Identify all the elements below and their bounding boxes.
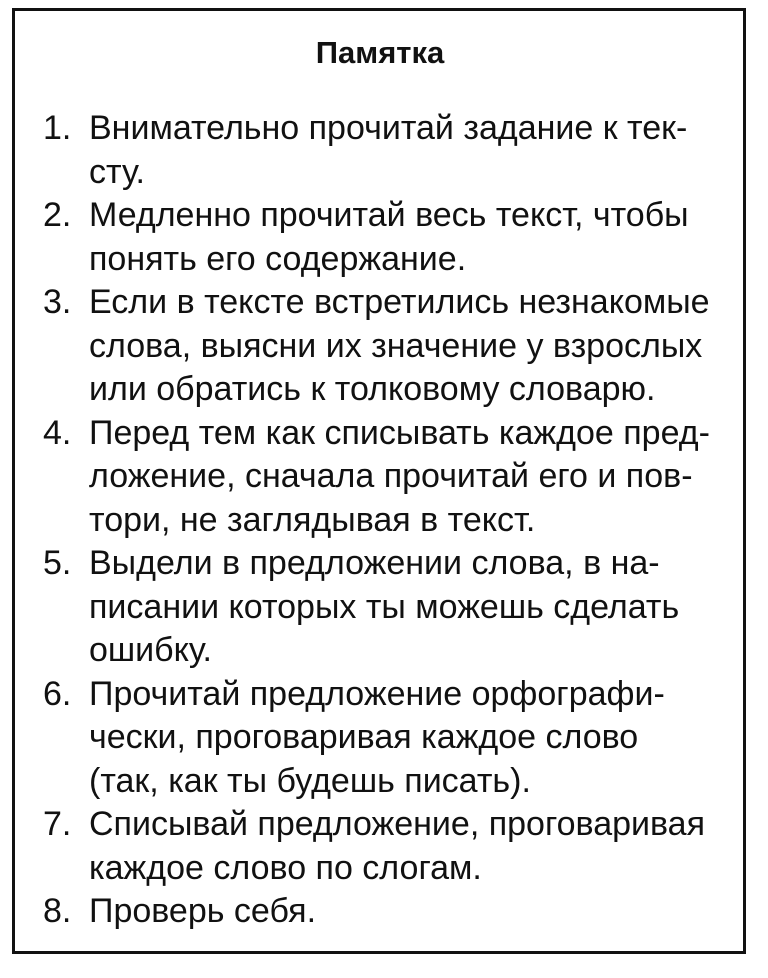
item-number: 4. (43, 413, 72, 452)
memo-item-6 (43, 673, 717, 804)
memo-frame (12, 8, 746, 954)
item-number: 8. (43, 892, 72, 930)
memo-list (43, 107, 717, 934)
item-number: 2. (43, 196, 72, 234)
item-text: Медленно прочитай весь текст, чтобы понять его содержание. (89, 196, 689, 278)
memo-title: Памятка (315, 35, 445, 70)
item-text: Прочитай предложение орфографи- чески, проговаривая каждое слово (так, как ты будешь писать). (89, 674, 665, 800)
item-number: 7. (43, 805, 72, 843)
memo-item-7 (43, 803, 717, 890)
memo-item-1 (43, 107, 717, 194)
item-number: 3. (43, 283, 72, 321)
item-number: 5. (43, 544, 72, 582)
item-text: Проверь себя. (89, 892, 317, 930)
item-text: Выдели в предложении слова, в на- писании которых ты можешь сделать ошибку. (89, 544, 680, 669)
item-text: Если в тексте встретились незнакомые слова, выясни их значение у взрослых или обратись к толковому словарю. (89, 283, 710, 408)
item-number: 1. (43, 109, 72, 147)
memo-item-2 (43, 194, 717, 281)
item-text: Внимательно прочитай задание к тек- сту. (89, 109, 688, 191)
memo-item-8 (43, 890, 717, 934)
memo-item-3 (43, 281, 717, 412)
item-number: 6. (43, 674, 72, 713)
memo-item-4 (43, 412, 717, 543)
item-text: Перед тем как списывать каждое пред- ложение, сначала прочитай его и пов- тори, не заглядывая в текст. (89, 413, 710, 539)
item-text: Списывай предложение, проговаривая каждое слово по слогам. (89, 805, 706, 887)
memo-item-5 (43, 542, 717, 673)
